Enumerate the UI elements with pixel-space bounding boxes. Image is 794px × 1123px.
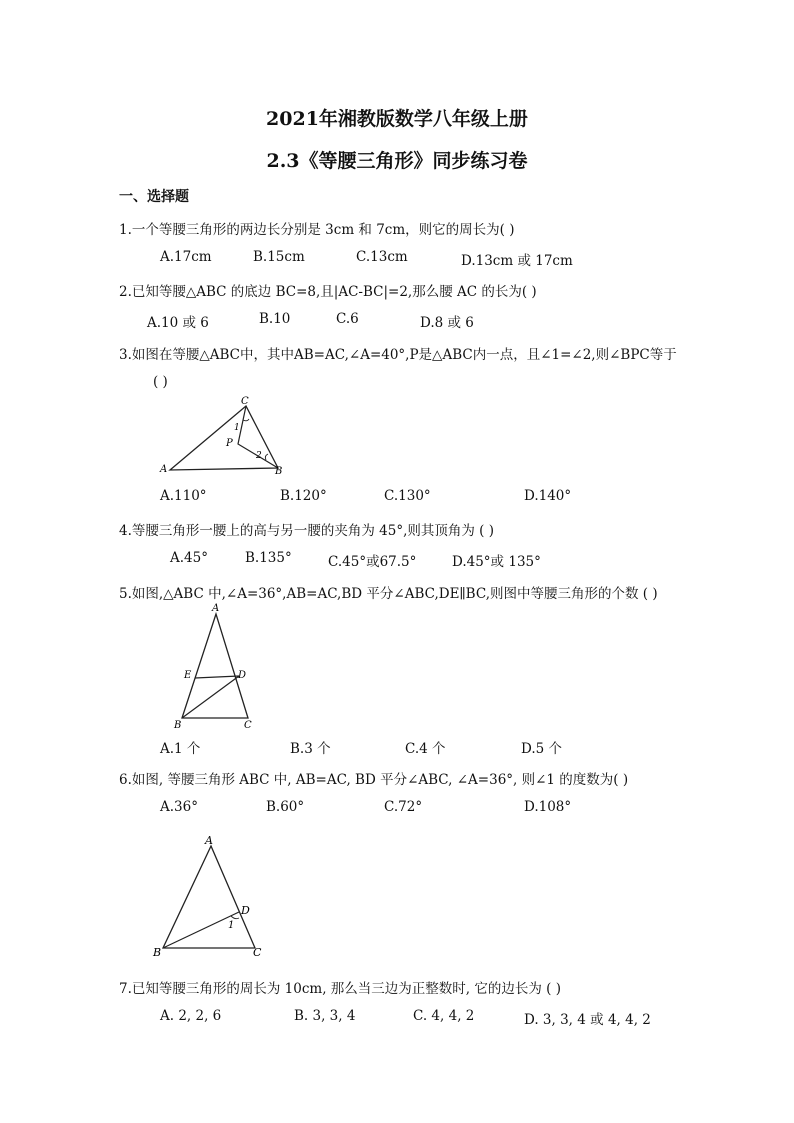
q5-option-d: D.5 个	[521, 741, 563, 757]
q1-option-b: B.15cm	[253, 249, 305, 265]
question-5-stem: 5.如图,△ABC 中,∠A=36°,AB=AC,BD 平分∠ABC,DE∥BC,则图中等腰三角形的个数 ( )	[119, 586, 658, 602]
q3-option-b: B.120°	[280, 488, 327, 504]
doc-subtitle: 2.3《等腰三角形》同步练习卷	[266, 150, 528, 172]
q5-label-a: A	[212, 603, 220, 614]
question-4-stem: 4.等腰三角形一腰上的高与另一腰的夹角为 45°,则其顶角为 ( )	[119, 523, 495, 539]
q2-option-b: B.10	[259, 311, 291, 327]
section-header: 一、选择题	[119, 189, 189, 205]
q6-label-a: A	[205, 834, 213, 847]
q7-option-b: B. 3, 3, 4	[294, 1008, 356, 1024]
q3-angle-1: 1	[234, 423, 240, 433]
q5-label-b: B	[174, 720, 182, 731]
q3-label-b: B	[275, 466, 283, 477]
q6-angle-1: 1	[228, 920, 235, 931]
q6-triangle-figure	[145, 832, 275, 964]
q1-option-c: C.13cm	[356, 249, 408, 265]
question-2-stem: 2.已知等腰△ABC 的底边 BC=8,且|AC-BC|=2,那么腰 AC 的长为( )	[119, 284, 537, 300]
q6-label-c: C	[253, 946, 262, 959]
q3-option-a: A.110°	[160, 488, 207, 504]
q5-triangle-figure	[170, 600, 270, 734]
q1-option-a: A.17cm	[160, 249, 212, 265]
question-1-stem: 1.一个等腰三角形的两边长分别是 3cm 和 7cm，则它的周长为( )	[119, 222, 515, 238]
q3-label-a: A	[160, 464, 168, 475]
question-7-stem: 7.已知等腰三角形的周长为 10cm, 那么当三边为正整数时, 它的边长为 ( )	[119, 981, 561, 997]
q3-option-c: C.130°	[384, 488, 431, 504]
q6-option-b: B.60°	[266, 799, 305, 815]
q7-option-d: D. 3, 3, 4 或 4, 4, 2	[524, 1012, 651, 1028]
q2-option-a: A.10 或 6	[147, 315, 209, 331]
doc-title: 2021年湘教版数学八年级上册	[266, 108, 528, 130]
q7-option-a: A. 2, 2, 6	[160, 1008, 222, 1024]
q2-option-c: C.6	[336, 311, 359, 327]
q6-label-b: B	[153, 946, 162, 959]
q6-option-c: C.72°	[384, 799, 423, 815]
question-6-stem: 6.如图, 等腰三角形 ABC 中, AB=AC, BD 平分∠ABC, ∠A=36°, 则∠1 的度数为( )	[119, 772, 629, 788]
question-3-stem: 3.如图在等腰△ABC中，其中AB=AC,∠A=40°,P是△ABC内一点，且∠1=∠2,则∠BPC等于	[119, 347, 677, 363]
q5-label-e: E	[184, 670, 192, 681]
q3-option-d: D.140°	[524, 488, 572, 504]
q1-option-d: D.13cm 或 17cm	[461, 253, 573, 269]
q5-option-b: B.3 个	[290, 741, 331, 757]
q6-option-a: A.36°	[160, 799, 198, 815]
q6-label-d: D	[241, 904, 250, 917]
q3-triangle-figure	[150, 392, 290, 478]
q6-option-d: D.108°	[524, 799, 572, 815]
q7-option-c: C. 4, 4, 2	[413, 1008, 475, 1024]
q4-option-a: A.45°	[170, 550, 208, 566]
q5-label-c: C	[244, 720, 252, 731]
q5-option-c: C.4 个	[405, 741, 446, 757]
q4-option-b: B.135°	[245, 550, 292, 566]
q2-option-d: D.8 或 6	[420, 315, 474, 331]
q5-option-a: A.1 个	[160, 741, 201, 757]
q4-option-c: C.45°或67.5°	[328, 554, 417, 570]
q4-option-d: D.45°或 135°	[452, 554, 541, 570]
q3-angle-2: 2	[256, 451, 262, 461]
question-3-answer-blank: ( )	[153, 374, 168, 390]
q3-label-c: C	[241, 396, 249, 407]
q5-label-d: D	[238, 670, 247, 681]
q3-label-p: P	[226, 438, 233, 449]
